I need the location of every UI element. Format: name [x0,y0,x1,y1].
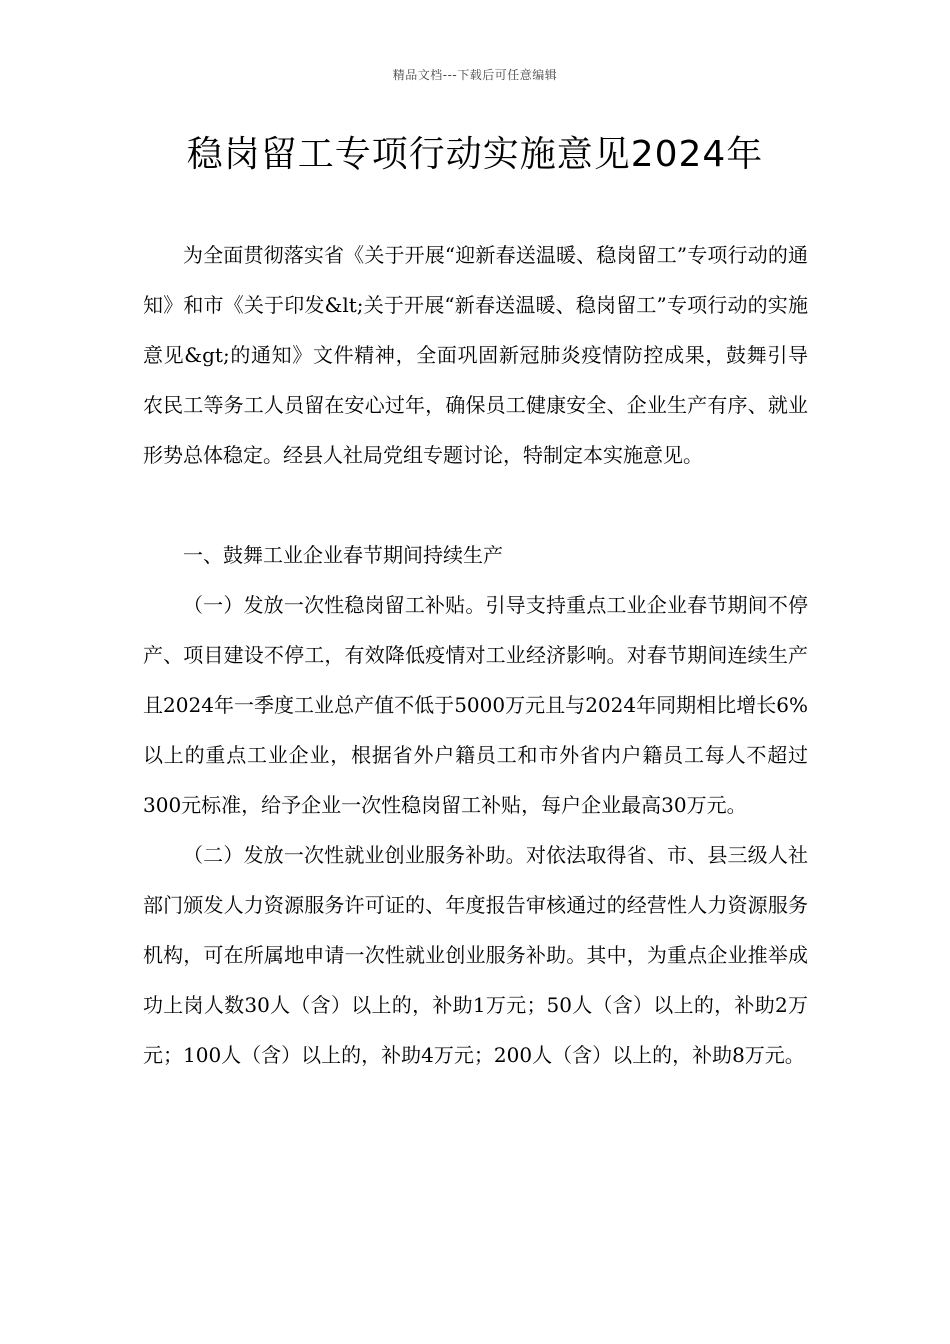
section-heading: 一、鼓舞工业企业春节期间持续生产 [183,543,503,567]
item-paragraph-1: （一）发放一次性稳岗留工补贴。引导支持重点工业企业春节期间不停产、项目建设不停工，有效降低疫情对工业经济影响。对春节期间连续生产且2024年一季度工业总产值不低于5000万元且与2024年同期相比增长6%以上的重点工业企业，根据省外户籍员工和市外省内户籍员工每人不超过300元标准，给予企业一次性稳岗留工补贴，每户企业最高30万元。 [143,593,808,817]
intro-paragraph: 为全面贯彻落实省《关于开展“迎新春送温暖、稳岗留工”专项行动的通知》和市《关于印发&lt;关于开展“新春送温暖、稳岗留工”专项行动的实施意见&gt;的通知》文件精神，全面巩固新冠肺炎疫情防控成果，鼓舞引导农民工等务工人员留在安心过年，确保员工健康安全、企业生产有序、就业形势总体稳定。经县人社局党组专题讨论，特制定本实施意见。 [143,243,808,467]
item-paragraph-2: （二）发放一次性就业创业服务补助。对依法取得省、市、县三级人社部门颁发人力资源服务许可证的、年度报告审核通过的经营性人力资源服务机构，可在所属地申请一次性就业创业服务补助。其中，为重点企业推举成功上岗人数30人（含）以上的，补助1万元；50人（含）以上的，补助2万元；100人（含）以上的，补助4万元；200人（含）以上的，补助8万元。 [143,843,808,1067]
document-title: 稳岗留工专项行动实施意见2024年 [186,134,764,175]
document-body [143,230,808,1080]
header-note: 精品文档---下载后可任意编辑 [392,68,558,82]
